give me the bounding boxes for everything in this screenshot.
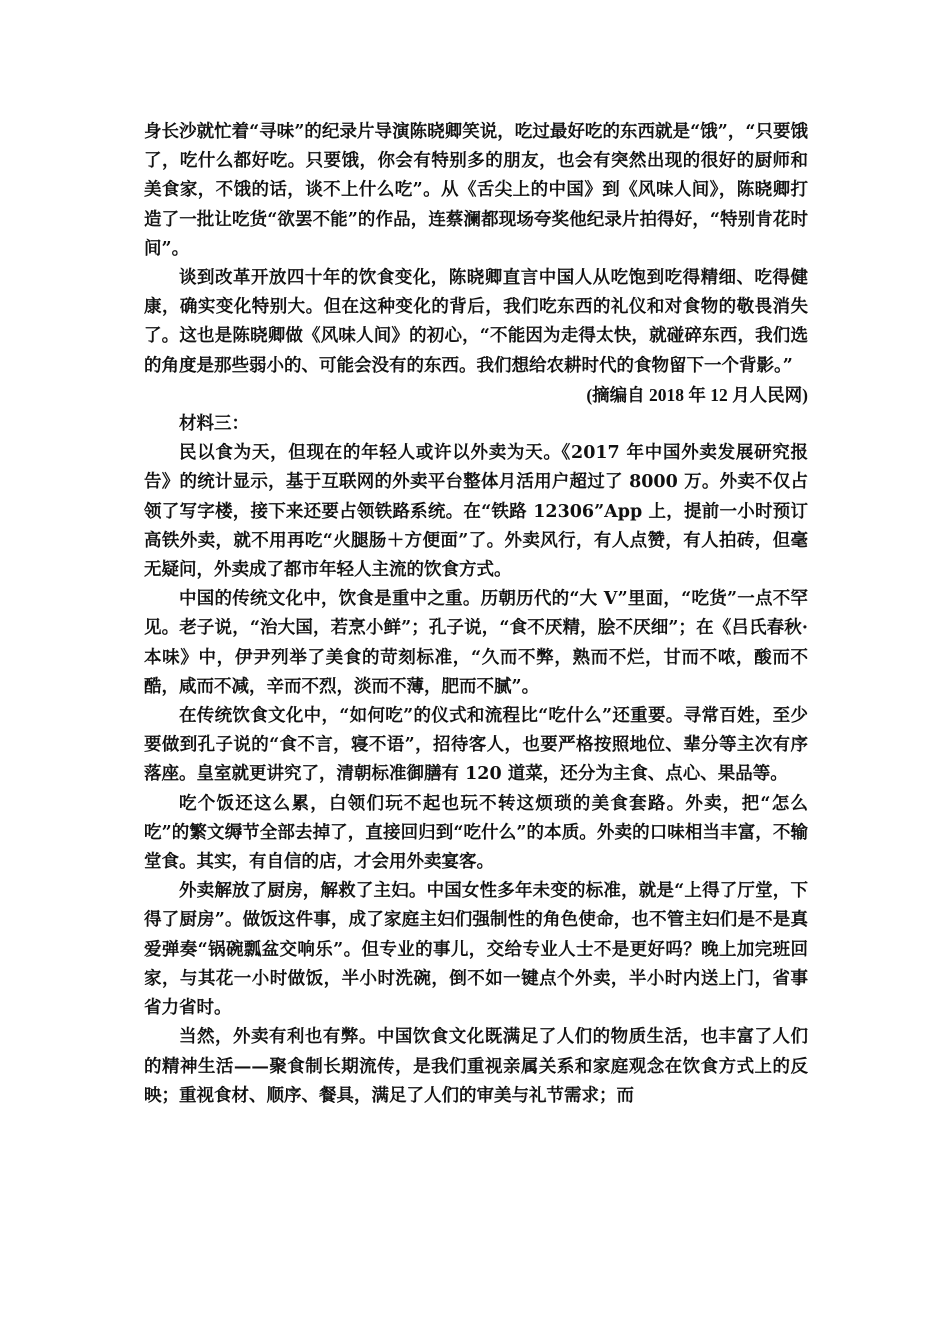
- section-heading: 材料三：: [179, 414, 249, 435]
- source-citation: (摘编自 2018 年 12 月人民网): [586, 384, 808, 405]
- paragraph-reform-food-change: 谈到改革开放四十年的饮食变化，陈晓卿直言中国人从吃饱到吃得精细、吃得健康，确实变化特别大。但在这种变化的背后，我们吃东西的礼仪和对食物的敬畏消失了。这也是陈晓卿做《风味人间》的初心，“不能因为走得太快，就碰碎东西，我们选的角度是那些弱小的、可能会没有的东西。我们想给农耕时代的食物留下一个背影。”: [144, 268, 808, 376]
- paragraph-eating-ritual: 在传统饮食文化中，“如何吃”的仪式和流程比“吃什么”还重要。寻常百姓，至少要做到孔子说的“食不言，寝不语”，招待客人，也要严格按照地位、辈分等主次有序落座。皇室就更讲究了，清朝标准御膳有 120 道菜，还分为主食、点心、果品等。: [144, 706, 808, 785]
- document-page: [144, 118, 808, 1111]
- paragraph-continuation: 身长沙就忙着“寻味”的纪录片导演陈晓卿笑说，吃过最好吃的东西就是“饿”，“只要饿了，吃什么都好吃。只要饿，你会有特别多的朋友，也会有突然出现的很好的厨师和美食家，不饿的话，谈不上什么吃”。从《舌尖上的中国》到《风味人间》，陈晓卿打造了一批让吃货“欲罢不能”的作品，连蔡澜都现场夸奖他纪录片拍得好，“特别肯花时间”。: [144, 122, 808, 259]
- paragraph-traditional-culture: 中国的传统文化中，饮食是重中之重。历朝历代的“大 V”里面，“吃货”一点不罕见。老子说，“治大国，若烹小鲜”；孔子说，“食不厌精，脍不厌细”；在《吕氏春秋·本味》中，伊尹列举了美食的苛刻标准，“久而不弊，熟而不烂，甘而不哝，酸而不酷，咸而不减，辛而不烈，淡而不薄，肥而不腻”。: [144, 589, 808, 697]
- paragraph-white-collar: 吃个饭还这么累，白领们玩不起也玩不转这烦琐的美食套路。外卖，把“怎么吃”的繁文缛节全部去掉了，直接回归到“吃什么”的本质。外卖的口味相当丰富，不输堂食。其实，有自信的店，才会用外卖宴客。: [144, 793, 808, 873]
- paragraph-kitchen-liberation: 外卖解放了厨房，解救了主妇。中国女性多年未变的标准，就是“上得了厅堂，下得了厨房”。做饭这件事，成了家庭主妇们强制性的角色使命，也不管主妇们是不是真爱弹奏“锅碗瓢盆交响乐”。但专业的事儿，交给专业人士不是更好吗？晚上加完班回家，与其花一小时做饭，半小时洗碗，倒不如一键点个外卖，半小时内送上门，省事省力省时。: [144, 881, 808, 1019]
- paragraph-pros-cons: 当然，外卖有利也有弊。中国饮食文化既满足了人们的物质生活，也丰富了人们的精神生活——聚食制长期流传，是我们重视亲属关系和家庭观念在饮食方式上的反映；重视食材、顺序、餐具，满足了人们的审美与礼节需求；而: [144, 1027, 808, 1106]
- paragraph-takeout-intro: 民以食为天，但现在的年轻人或许以外卖为天。《2017 年中国外卖发展研究报告》的统计显示，基于互联网的外卖平台整体月活用户超过了 8000 万。外卖不仅占领了写字楼，接下来还要占领铁路系统。在“铁路 12306”App 上，提前一小时预订高铁外卖，就不用再吃“火腿肠＋方便面”了。外卖风行，有人点赞，有人拍砖，但毫无疑问，外卖成了都市年轻人主流的饮食方式。: [144, 443, 808, 581]
